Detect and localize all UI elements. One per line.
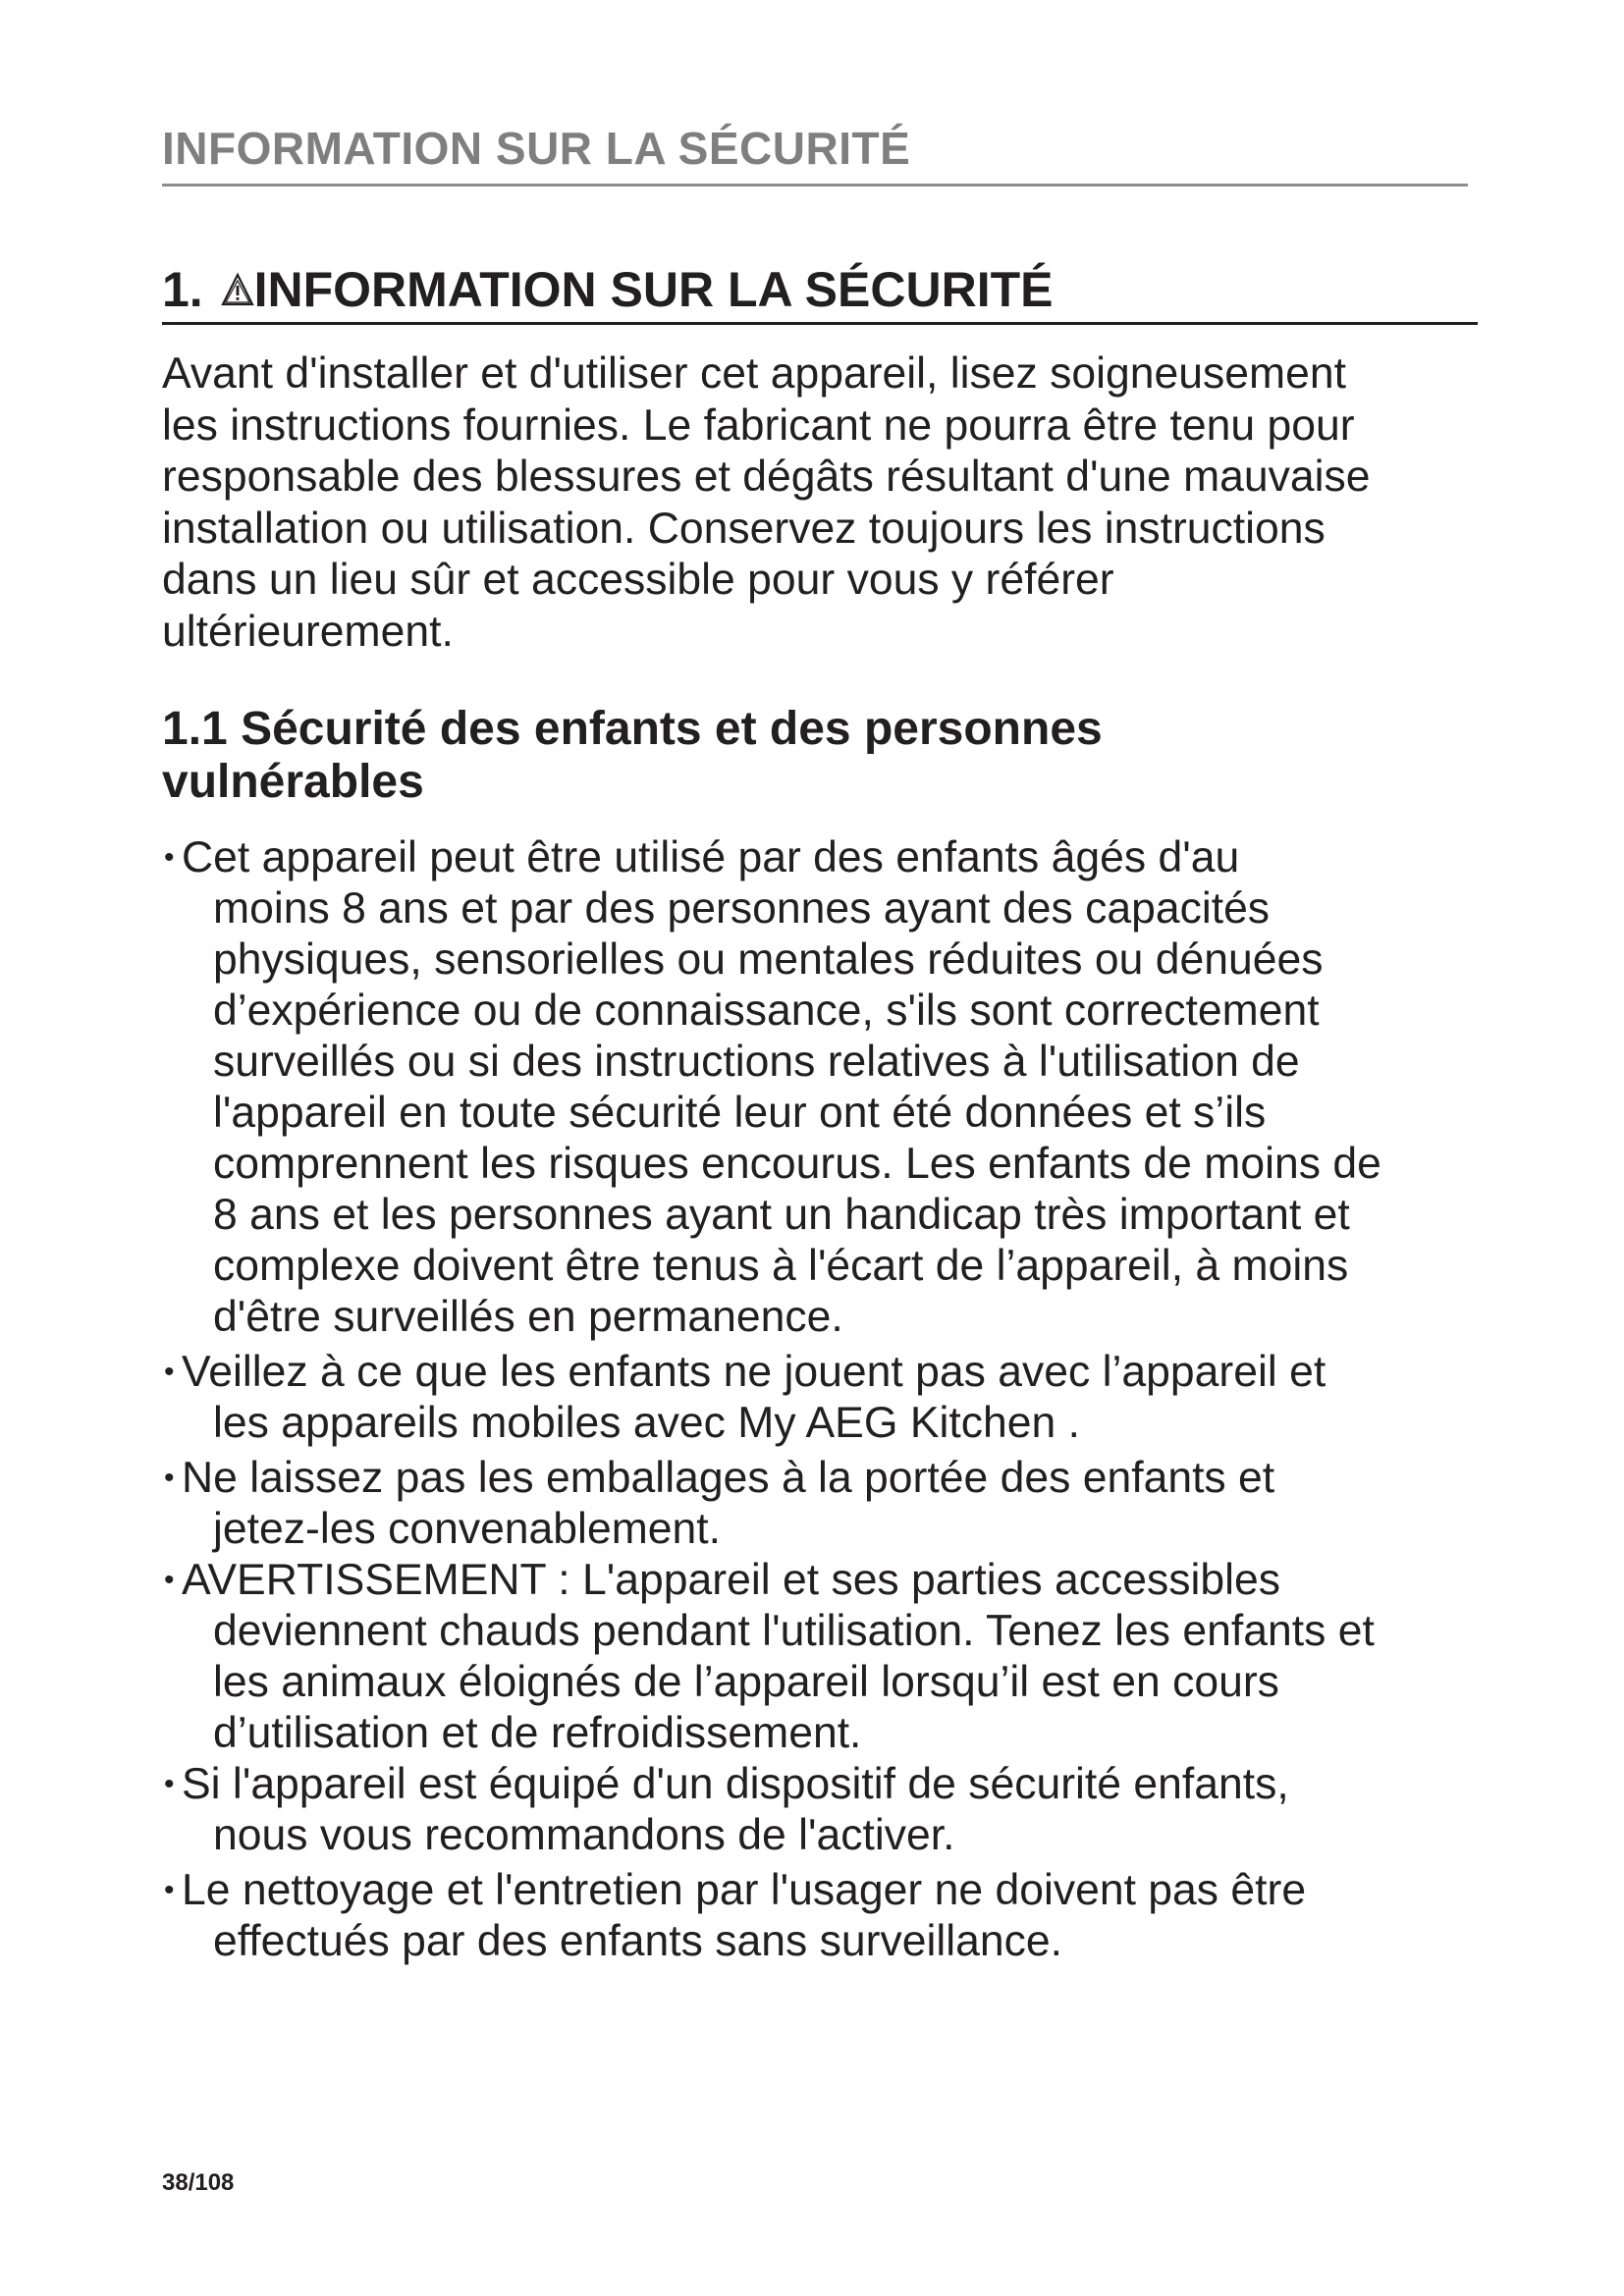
- list-item-line: complexe doivent être tenus à l'écart de l’appareil, à moins: [213, 1242, 1349, 1290]
- intro-line: ultérieurement.: [162, 607, 454, 656]
- list-item-line: moins 8 ans et par des personnes ayant des capacités: [213, 884, 1271, 933]
- running-header: INFORMATION SUR LA SÉCURITÉ: [162, 123, 911, 174]
- intro-paragraph: [162, 348, 1497, 658]
- intro-line: les instructions fournies. Le fabricant ne pourra être tenu pour: [162, 400, 1355, 450]
- list-item-line: d’expérience ou de connaissance, s'ils sont correctement: [213, 987, 1320, 1035]
- list-item: [162, 1759, 1517, 1861]
- list-item-line: d’utilisation et de refroidissement.: [213, 1709, 862, 1757]
- section-title: [162, 262, 1478, 317]
- intro-line: Avant d'installer et d'utiliser cet appareil, lisez soigneusement: [162, 349, 1346, 398]
- subsection-title-line: vulnérables: [162, 756, 424, 808]
- bullet-dot: •: [164, 1356, 175, 1388]
- list-item-line: Ne laissez pas les emballages à la portée des enfants et: [182, 1454, 1275, 1502]
- list-item-line: les animaux éloignés de l’appareil lorsqu’il est en cours: [213, 1658, 1279, 1706]
- list-item-line: l'appareil en toute sécurité leur ont été données et s’ils: [213, 1089, 1267, 1137]
- intro-line: responsable des blessures et dégâts résultant d'une mauvaise: [162, 453, 1371, 501]
- list-item-line: comprennent les risques encourus. Les enfants de moins de: [213, 1140, 1381, 1188]
- intro-line: installation ou utilisation. Conservez toujours les instructions: [162, 504, 1326, 553]
- list-item-line: d'être surveillés en permanence.: [213, 1293, 843, 1341]
- intro-line: dans un lieu sûr et accessible pour vous y référer: [162, 556, 1114, 604]
- list-item-line: Cet appareil peut être utilisé par des enfants âgés d'au: [182, 833, 1240, 881]
- list-item: [162, 1453, 1517, 1555]
- running-header-rule: [162, 184, 1468, 187]
- section-number: 1.: [162, 262, 203, 317]
- subsection-title-line: 1.1 Sécurité des enfants et des personnes: [162, 703, 1103, 755]
- list-item-line: Veillez à ce que les enfants ne jouent pas avec l’appareil et: [182, 1348, 1326, 1396]
- list-item-line: physiques, sensorielles ou mentales réduites ou dénuées: [213, 935, 1324, 984]
- list-item: [162, 1555, 1517, 1759]
- bullet-dot: •: [164, 1874, 175, 1906]
- list-item-line: effectués par des enfants sans surveillance.: [213, 1917, 1062, 1965]
- subsection-title: [162, 703, 1478, 809]
- bullet-dot: •: [164, 1564, 175, 1596]
- list-item-line: Le nettoyage et l'entretien par l'usager ne doivent pas être: [182, 1866, 1307, 1914]
- list-item-line: surveillés ou si des instructions relatives à l'utilisation de: [213, 1038, 1300, 1086]
- list-item-line: AVERTISSEMENT : L'appareil et ses parties accessibles: [182, 1556, 1280, 1604]
- list-item: [162, 1347, 1517, 1449]
- section-title-rule: [162, 322, 1478, 325]
- list-item-line: nous vous recommandons de l'activer.: [213, 1811, 955, 1859]
- list-item: [162, 1865, 1517, 1967]
- bullet-dot: •: [164, 1768, 175, 1800]
- list-item-line: les appareils mobiles avec My AEG Kitchen .: [213, 1399, 1080, 1447]
- list-item: [162, 832, 1517, 1343]
- safety-bullet-list: [162, 832, 1517, 1967]
- warning-triangle-icon: [221, 269, 254, 308]
- list-item-line: jetez-les convenablement.: [213, 1505, 721, 1553]
- list-item-line: 8 ans et les personnes ayant un handicap très important et: [213, 1191, 1350, 1239]
- section-title-text: INFORMATION SUR LA SÉCURITÉ: [253, 262, 1054, 317]
- bullet-dot: •: [164, 1462, 175, 1494]
- page-number: 38/108: [162, 2169, 235, 2196]
- list-item-line: deviennent chauds pendant l'utilisation. Tenez les enfants et: [213, 1607, 1375, 1655]
- list-item-line: Si l'appareil est équipé d'un dispositif de sécurité enfants,: [182, 1760, 1289, 1808]
- bullet-dot: •: [164, 841, 175, 874]
